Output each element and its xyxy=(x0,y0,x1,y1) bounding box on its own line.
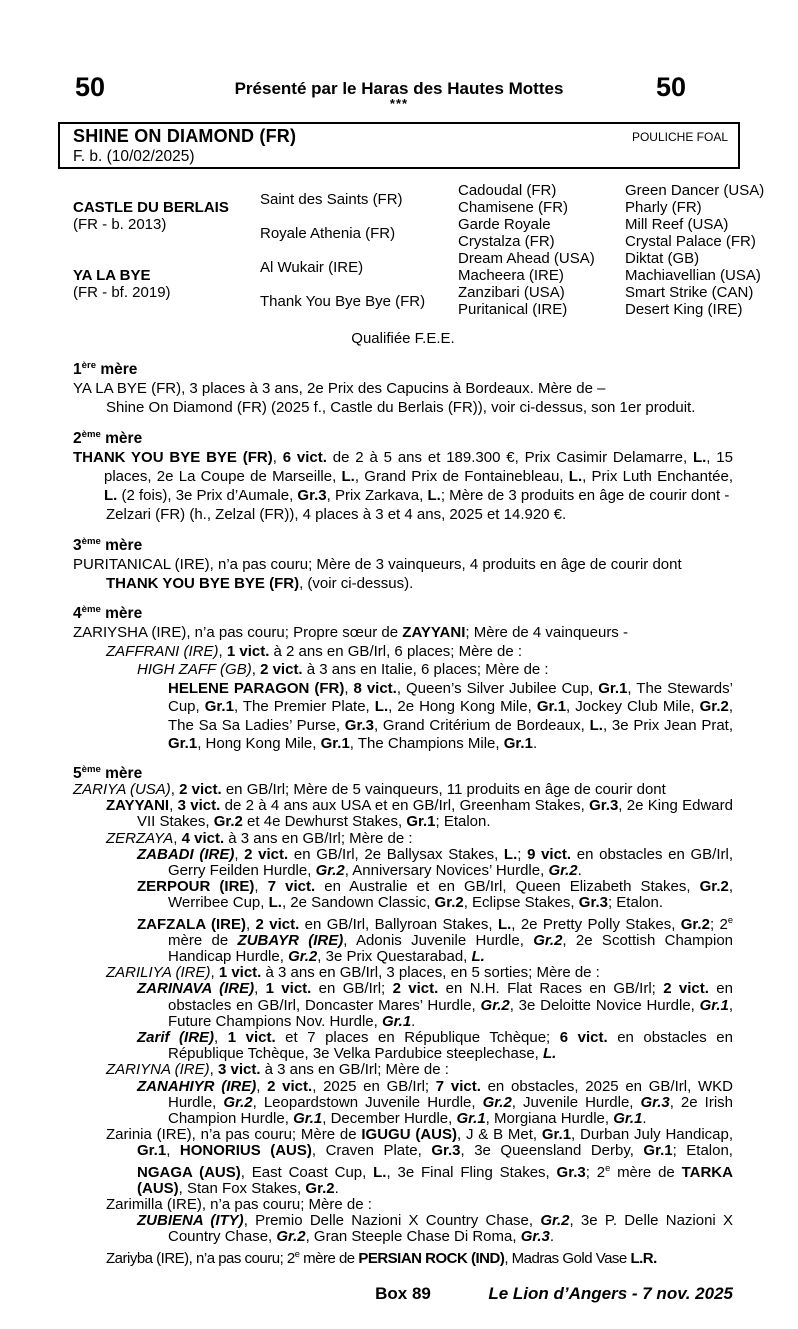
sire-detail: (FR - b. 2013) xyxy=(73,216,167,233)
stars-separator: *** xyxy=(389,96,409,111)
produce-record: Zarif (IRE), 1 vict. et 7 places en République Tchèque; 6 vict. en obstacles en République Tchèque, 3e Velka Pardubice steeplechase, L. xyxy=(137,1029,733,1063)
section-2nd-dam xyxy=(73,425,733,524)
pedigree-gen3-6: Zanzibari (USA) xyxy=(458,284,565,301)
dam-record: ZARIYSHA (IRE), n’a pas couru; Propre sœur de ZAYYANI; Mère de 4 vainqueurs - xyxy=(73,624,628,642)
dam-record: ZARIYA (USA), 2 vict. en GB/Irl; Mère de 5 vainqueurs, 11 produits en âge de courir dont xyxy=(73,780,666,798)
pedigree-dam xyxy=(73,250,260,318)
pedigree-gen4-1: Pharly (FR) xyxy=(625,199,702,216)
produce-record: ZAFZALA (IRE), 2 vict. en GB/Irl, Ballyroan Stakes, L., 2e Pretty Polly Stakes, Gr.2; 2e mère de ZUBAYR (IRE), Adonis Juvenile Hurdle, Gr.2, 2e Scottish Champion Handicap Hurdle, Gr.2, 3e Prix Questarabad, L. xyxy=(137,914,734,966)
horse-name: SHINE ON DIAMOND (FR) xyxy=(73,126,297,146)
page-footer xyxy=(73,1284,733,1308)
produce-record: Zarinia (IRE), n’a pas couru; Mère de IGUGU (AUS), J & B Met, Gr.1, Durban July Handicap, Gr.1, HONORIUS (AUS), Craven Plate, Gr.3, 3e Queensland Derby, Gr.1; Etalon, NGAGA (AUS), East Coast Cup, L., 3e Final Fling Stakes, Gr.3; 2e mère de TARKA (AUS), Stan Fox Stakes, Gr.2. xyxy=(106,1126,734,1197)
presenter-title: Présenté par le Haras des Hautes Mottes xyxy=(234,79,564,98)
produce-record: HIGH ZAFF (GB), 2 vict. à 3 ans en Italie, 6 places; Mère de : xyxy=(137,661,549,679)
produce-record: ZERPOUR (IRE), 7 vict. en Australie et en GB/Irl, Queen Elizabeth Stakes, Gr.2, Werribee Cup, L., 2e Sandown Classic, Gr.2, Eclipse Stakes, Gr.3; Etalon. xyxy=(137,878,733,912)
section-5th-dam xyxy=(73,762,733,1267)
pedigree-sire xyxy=(73,182,260,250)
section-heading: 5ème mère xyxy=(73,763,143,782)
pedigree-gen4-6: Smart Strike (CAN) xyxy=(625,284,754,301)
pedigree-gen3-3: Crystalza (FR) xyxy=(458,233,555,250)
produce-record: ZERZAYA, 4 vict. à 3 ans en GB/Irl; Mère de : xyxy=(106,829,413,847)
produce-record: ZUBIENA (ITY), Premio Delle Nazioni X Country Chase, Gr.2, 3e P. Delle Nazioni X Country Chase, Gr.2, Gran Steeple Chase Di Roma, Gr.3. xyxy=(137,1212,734,1246)
title-box xyxy=(58,122,740,169)
produce-record: ZAFFRANI (IRE), 1 vict. à 2 ans en GB/Irl, 6 places; Mère de : xyxy=(106,642,523,660)
section-3rd-dam xyxy=(73,532,733,593)
pedigree-gen3-7: Puritanical (IRE) xyxy=(458,301,568,318)
dam-detail: (FR - bf. 2019) xyxy=(73,284,171,301)
pedigree-gen3-4: Dream Ahead (USA) xyxy=(458,250,595,267)
qualification-note: Qualifiée F.E.E. xyxy=(351,330,455,347)
pedigree-gen3-2: Garde Royale xyxy=(458,216,551,233)
pedigree-narrative xyxy=(73,356,733,1275)
pedigree-gen3-5: Macheera (IRE) xyxy=(458,267,564,284)
produce-record: Shine On Diamond (FR) (2025 f., Castle du Berlais (FR)), voir ci-dessus, son 1er produit. xyxy=(106,399,696,417)
section-heading: 1ère mère xyxy=(73,360,138,379)
section-heading: 4ème mère xyxy=(73,604,143,623)
dam-record: PURITANICAL (IRE), n’a pas couru; Mère de 3 vainqueurs, 4 produits en âge de courir dont xyxy=(73,556,682,574)
produce-record: HELENE PARAGON (FR), 8 vict., Queen’s Silver Jubilee Cup, Gr.1, The Stewards’ Cup, Gr.1, The Premier Plate, L., 2e Hong Kong Mile, Gr.1, Jockey Club Mile, Gr.2, The Sa Sa Ladies’ Purse, Gr.3, Grand Critérium de Bordeaux, L., 3e Prix Jean Prat, Gr.1, Hong Kong Mile, Gr.1, The Champions Mile, Gr.1. xyxy=(168,679,733,753)
produce-record: ZARINAVA (IRE), 1 vict. en GB/Irl; 2 vict. en N.H. Flat Races en GB/Irl; 2 vict. en obstacles en GB/Irl, Doncaster Mares’ Hurdle, Gr.2, 3e Deloitte Novice Hurdle, Gr.1, Future Champions Nov. Hurdle, Gr.1. xyxy=(137,980,733,1030)
pedigree-gen3-0: Cadoudal (FR) xyxy=(458,182,557,199)
produce-record: ZABADI (IRE), 2 vict. en GB/Irl, 2e Ballysax Stakes, L.; 9 vict. en obstacles en GB/Irl, Gerry Feilden Hurdle, Gr.2, Anniversary Novices’ Hurdle, Gr.2. xyxy=(137,845,733,879)
pedigree-gen2-3: Thank You Bye Bye (FR) xyxy=(260,292,426,310)
pedigree-gen4-2: Mill Reef (USA) xyxy=(625,216,729,233)
produce-record: Zariyba (IRE), n’a pas couru; 2e mère de PERSIAN ROCK (IND), Madras Gold Vase L.R. xyxy=(106,1248,657,1267)
pedigree-gen4-4: Diktat (GB) xyxy=(625,250,700,267)
section-heading: 3ème mère xyxy=(73,536,143,555)
produce-record: ZARIYNA (IRE), 3 vict. à 3 ans en GB/Irl; Mère de : xyxy=(106,1061,449,1079)
sale-venue-date: Le Lion d’Angers - 7 nov. 2025 xyxy=(488,1284,733,1303)
produce-record: ZARILIYA (IRE), 1 vict. à 3 ans en GB/Irl, 3 places, en 5 sorties; Mère de : xyxy=(106,964,600,982)
pedigree-gen4-0: Green Dancer (USA) xyxy=(625,182,765,199)
section-heading: 2ème mère xyxy=(73,429,143,448)
produce-record: Zarimilla (IRE), n’a pas couru; Mère de : xyxy=(106,1196,372,1214)
sire-name: CASTLE DU BERLAIS xyxy=(73,199,229,216)
catalog-number-left: 50 xyxy=(75,72,106,102)
section-4th-dam xyxy=(73,601,733,753)
dam-name: YA LA BYE xyxy=(73,267,151,284)
dam-record: YA LA BYE (FR), 3 places à 3 ans, 2e Prix des Capucins à Bordeaux. Mère de – xyxy=(73,380,606,398)
horse-description: F. b. (10/02/2025) xyxy=(73,148,195,165)
pedigree-gen4-7: Desert King (IRE) xyxy=(625,301,743,318)
section-1st-dam xyxy=(73,356,733,417)
pedigree-gen3-1: Chamisene (FR) xyxy=(458,199,569,216)
pedigree-gen4-3: Crystal Palace (FR) xyxy=(625,233,756,250)
pedigree-table xyxy=(73,182,765,318)
produce-record: Zelzari (FR) (h., Zelzal (FR)), 4 places à 3 et 4 ans, 2025 et 14.920 €. xyxy=(106,506,567,524)
catalog-number-right: 50 xyxy=(655,72,686,102)
sale-category: POULICHE FOAL xyxy=(631,130,728,144)
produce-record: ZAYYANI, 3 vict. de 2 à 4 ans aux USA et en GB/Irl, Greenham Stakes, Gr.3, 2e King Edward VII Stakes, Gr.2 et 4e Dewhurst Stakes, Gr.1; Etalon. xyxy=(106,797,733,831)
pedigree-gen2-2: Al Wukair (IRE) xyxy=(260,258,364,276)
dam-record: THANK YOU BYE BYE (FR), 6 vict. de 2 à 5 ans et 189.300 €, Prix Casimir Delamarre, L., 15 places, 2e La Coupe de Marseille, L., Grand Prix de Fontainebleau, L., Prix Luth Enchantée, L. (2 fois), 3e Prix d’Aumale, Gr.3, Prix Zarkava, L.; Mère de 3 produits en âge de courir dont - xyxy=(73,449,733,505)
pedigree-gen2-0: Saint des Saints (FR) xyxy=(260,190,403,208)
pedigree-gen2-1: Royale Athenia (FR) xyxy=(260,224,396,242)
pedigree-gen4-5: Machiavellian (USA) xyxy=(625,267,761,284)
produce-record: THANK YOU BYE BYE (FR), (voir ci-dessus). xyxy=(106,575,414,593)
box-number: Box 89 xyxy=(375,1284,431,1303)
produce-record: ZANAHIYR (IRE), 2 vict., 2025 en GB/Irl; 7 vict. en obstacles, 2025 en GB/Irl, WKD Hurdle, Gr.2, Leopardstown Juvenile Hurdle, Gr.2, Juvenile Hurdle, Gr.3, 2e Irish Champion Hurdle, Gr.1, December Hurdle, Gr.1, Morgiana Hurdle, Gr.1. xyxy=(137,1077,733,1128)
